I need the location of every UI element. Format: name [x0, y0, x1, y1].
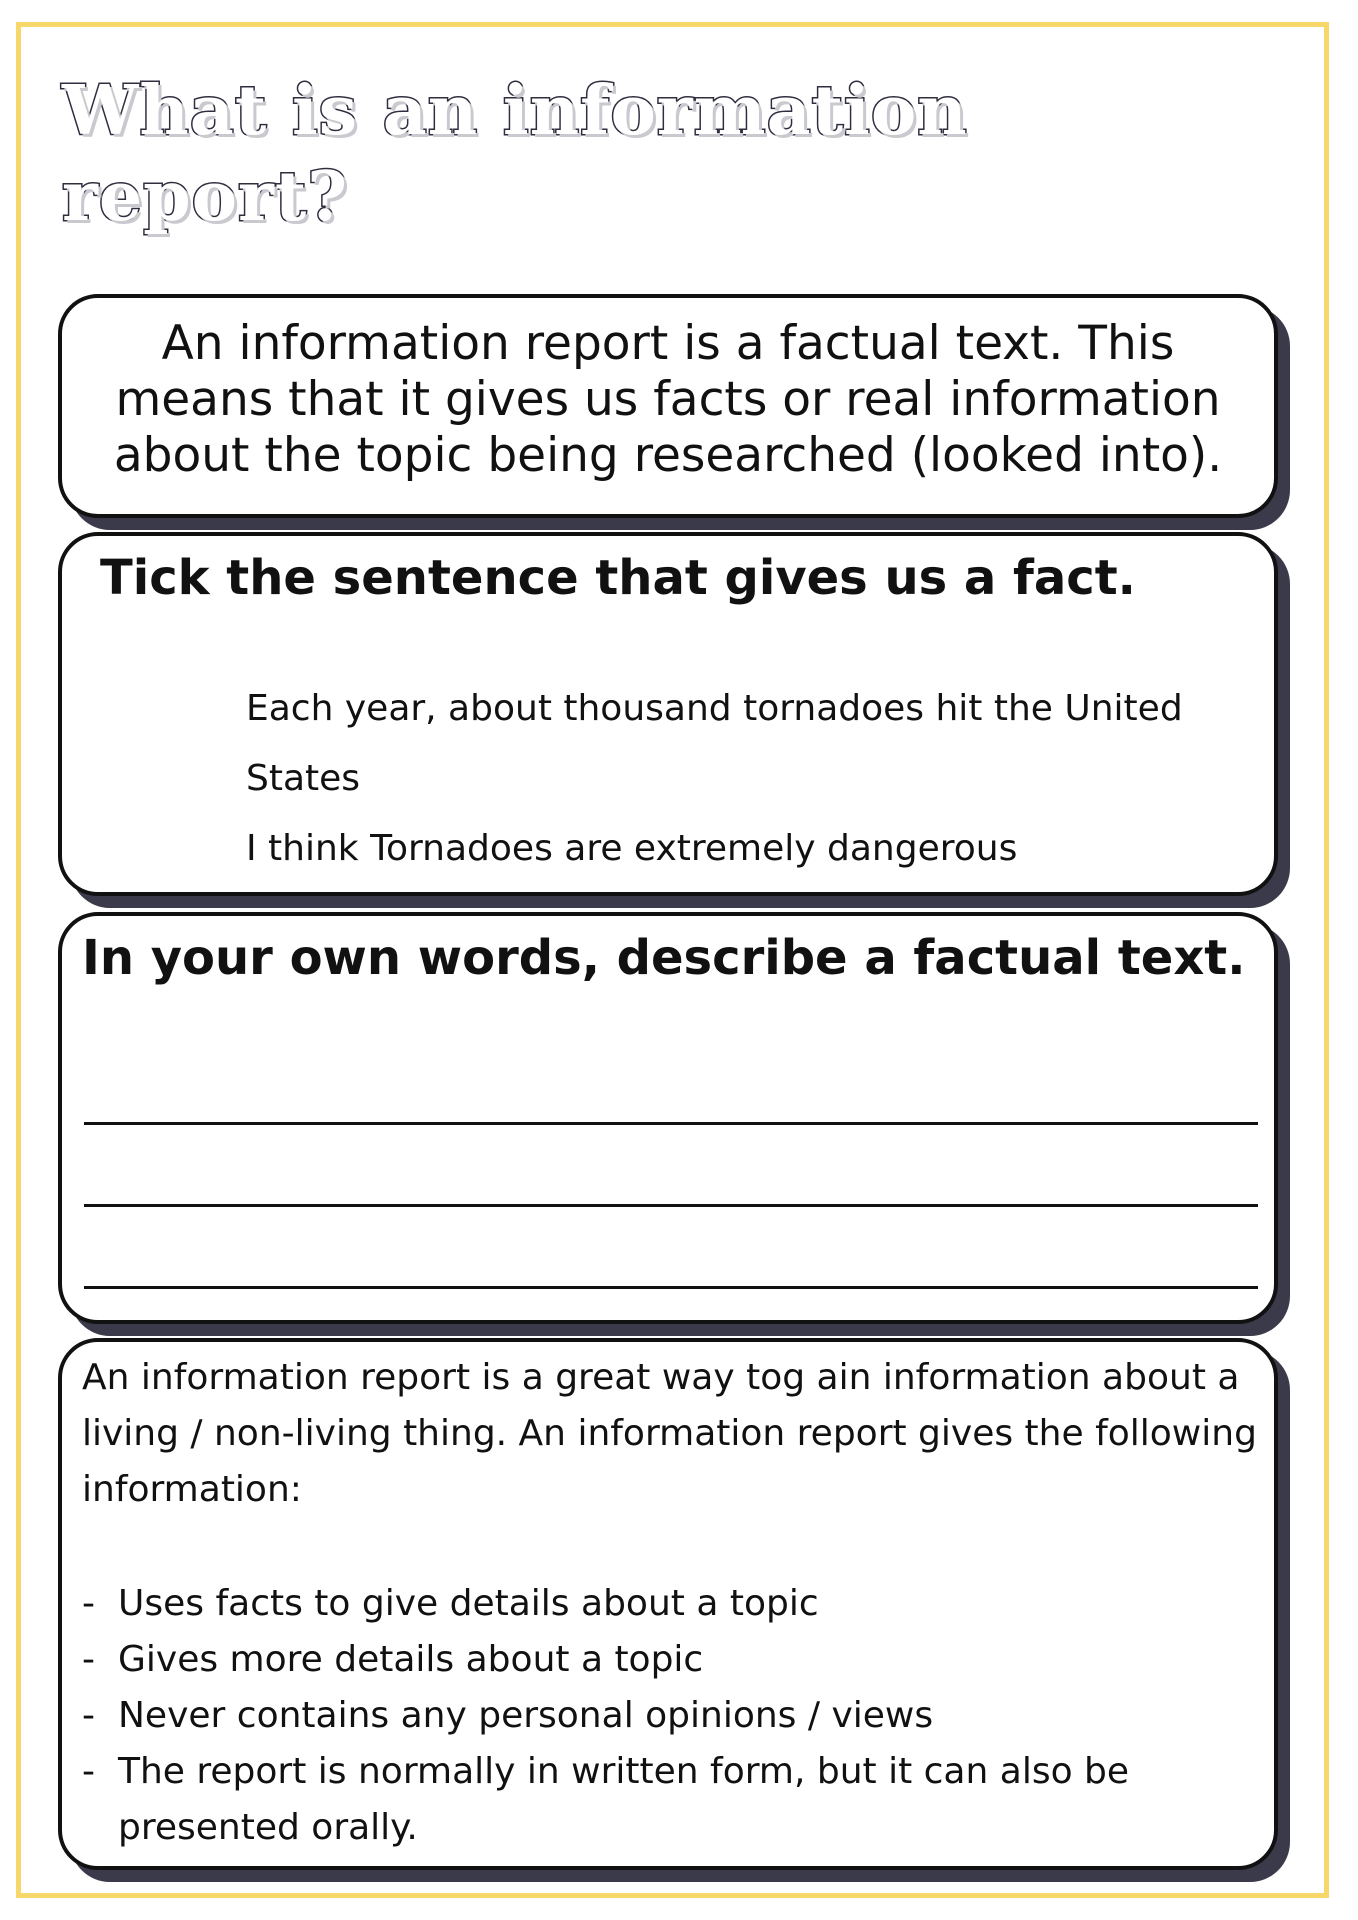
title-line-1: What is an information	[62, 71, 968, 151]
page-title	[62, 68, 1162, 240]
bullet-dash: -	[82, 1695, 95, 1736]
answer-line-3[interactable]	[84, 1286, 1258, 1289]
info-bullet-text: Gives more details about a topic	[118, 1639, 704, 1680]
tick-option-fact[interactable]: Each year, about thousand tornadoes hit the United States	[246, 688, 1183, 799]
tick-heading: Tick the sentence that gives us a fact.	[100, 550, 1136, 606]
tick-options-list	[246, 674, 1246, 884]
title-line-2: report?	[62, 157, 349, 237]
tick-option-opinion[interactable]: I think Tornadoes are extremely dangerous	[246, 828, 1018, 869]
tick-card	[58, 532, 1278, 896]
info-bullet	[82, 1576, 1264, 1632]
intro-text: An information report is a factual text. This means that it gives us facts or real information about the topic being researched (looked into).	[113, 316, 1223, 483]
bullet-dash: -	[82, 1583, 95, 1624]
answer-line-2[interactable]	[84, 1204, 1258, 1207]
info-bullet	[82, 1688, 1264, 1744]
bullet-dash: -	[82, 1639, 95, 1680]
info-paragraph: An information report is a great way tog ain information about a living / non-living thing. An information report gives the following information:	[82, 1357, 1257, 1510]
intro-card	[58, 294, 1278, 518]
info-bullet-text: Never contains any personal opinions / views	[118, 1695, 934, 1736]
info-bullet-text: The report is normally in written form, but it can also be presented orally.	[118, 1751, 1130, 1848]
info-bullet	[82, 1744, 1264, 1856]
info-card	[58, 1338, 1278, 1870]
info-bullet-list	[82, 1576, 1264, 1856]
info-bullet-text: Uses facts to give details about a topic	[118, 1583, 819, 1624]
info-bullet	[82, 1632, 1264, 1688]
describe-heading: In your own words, describe a factual text.	[82, 930, 1246, 986]
bullet-dash: -	[82, 1751, 95, 1792]
describe-card	[58, 912, 1278, 1324]
answer-line-1[interactable]	[84, 1122, 1258, 1125]
